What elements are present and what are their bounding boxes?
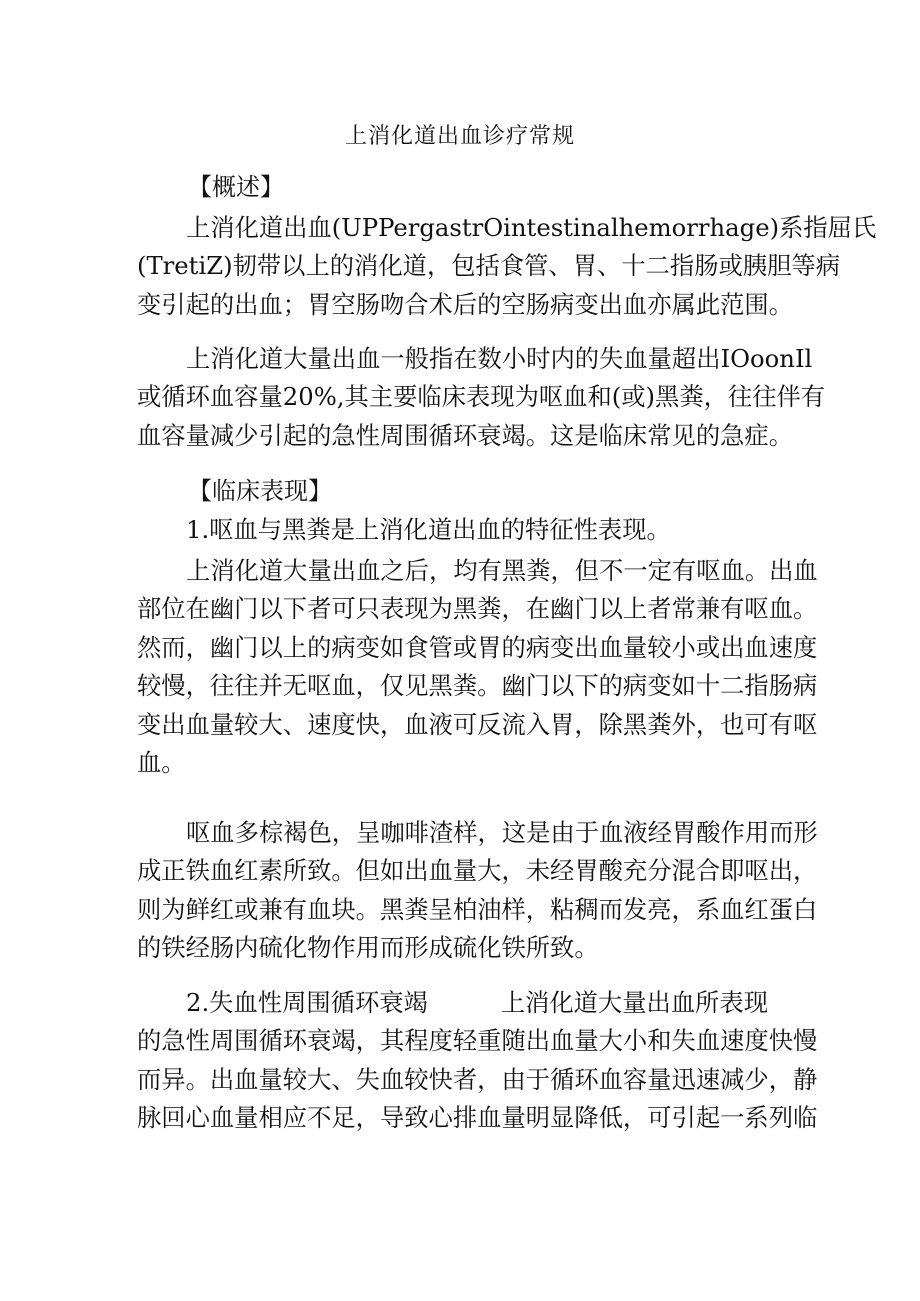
text-line: 变引起的出血；胃空肠吻合术后的空肠病变出血亦属此范围。	[137, 289, 794, 319]
paragraph-clinical-item-2	[137, 984, 818, 1138]
text-line: 1.呕血与黑粪是上消化道出血的特征性表现。	[186, 515, 671, 544]
text-line: 成正铁血红素所致。但如出血量大，未经胃酸充分混合即呕出，	[137, 856, 818, 886]
paragraph-clinical-color	[137, 814, 818, 968]
text-line: 的铁经肠内硫化物作用而形成硫化铁所致。	[137, 933, 599, 963]
text-line: 变出血量较大、速度快，血液可反流入胃，除黑粪外，也可有呕	[137, 709, 818, 739]
text-line: 而异。出血量较大、失血较快者，由于循环血容量迅速减少，静	[137, 1064, 818, 1094]
paragraph-overview-massive-bleeding	[137, 340, 826, 455]
text-line: 脉回心血量相应不足，导致心排血量明显降低，可引起一系列临	[137, 1103, 818, 1133]
text-line: 呕血多棕褐色，呈咖啡渣样，这是由于血液经胃酸作用而形	[186, 818, 818, 847]
document-title: 上消化道出血诊疗常规	[344, 124, 575, 149]
text-line: (TretiZ)韧带以上的消化道，包括食管、胃、十二指肠或胰胆等病	[137, 251, 840, 281]
text-line: 则为鲜红或兼有血块。黑粪呈柏油样，粘稠而发亮，系血红蛋白	[137, 894, 818, 924]
paragraph-clinical-item-1	[137, 511, 793, 549]
paragraph-overview-definition	[137, 209, 877, 324]
text-line: 部位在幽门以下者可只表现为黑粪，在幽门以上者常兼有呕血。	[137, 594, 818, 624]
text-line: 血容量减少引起的急性周围循环衰竭。这是临床常见的急症。	[137, 420, 794, 450]
text-line: 上消化道大量出血之后，均有黑粪，但不一定有呕血。出血	[186, 556, 818, 585]
text-line: 较慢，往往并无呕血，仅见黑粪。幽门以下的病变如十二指肠病	[137, 671, 818, 701]
text-line: 血。	[137, 747, 186, 777]
text-line: 然而，幽门以上的病变如食管或胃的病变出血量较小或出血速度	[137, 632, 818, 662]
text-line: 上消化道大量出血一般指在数小时内的失血量超出IOoonIl	[186, 344, 813, 373]
section-heading-clinical: 【临床表现】	[188, 477, 332, 505]
text-line: 或循环血容量20%,其主要临床表现为呕血和(或)黑粪，往往伴有	[137, 382, 826, 412]
paragraph-clinical-hematemesis	[137, 552, 818, 782]
section-heading-overview: 【概述】	[188, 173, 284, 201]
text-line: 2.失血性周围循环衰竭 上消化道大量出血所表现	[186, 988, 769, 1017]
text-line: 上消化道出血(UPPergastrOintestinalhemorrhage)系指屈氏	[186, 213, 877, 242]
text-line: 的急性周围循环衰竭，其程度轻重随出血量大小和失血速度快慢	[137, 1026, 818, 1056]
